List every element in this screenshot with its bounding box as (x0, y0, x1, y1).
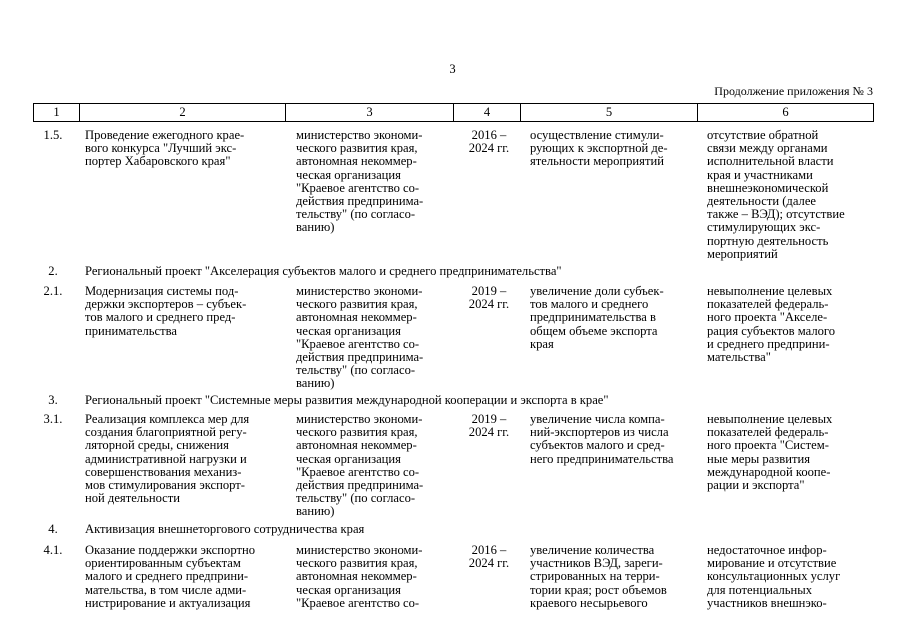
section-number: 2. (48, 264, 58, 278)
section-number: 3. (48, 393, 58, 407)
measure-name: Модернизация системы под- держки экспортеров – субъек- тов малого и среднего пред- принимательства (85, 284, 247, 338)
measure-name: Проведение ежегодного крае- вого конкурса "Лучший экс- портер Хабаровского края" (85, 128, 245, 169)
expected-result: увеличение доли субъек- тов малого и среднего предпринимательства в общем объеме экспорта края (530, 284, 664, 351)
row-number: 1.5. (43, 128, 63, 142)
expected-result: увеличение числа компа- ний-экспортеров из числа субъектов малого и сред- него предпринимательства (530, 412, 674, 466)
consequences: недостаточное инфор- мирование и отсутствие консультационных услуг для потенциальных участников внешнэко- (707, 543, 841, 610)
col-header-3: 3 (286, 104, 454, 122)
measure-name: Оказание поддержки экспортно ориентированным субъектам малого и среднего предприни- мательства, в том числе адми- нистрирование и актуализация (85, 543, 255, 610)
col-header-5: 5 (521, 104, 698, 122)
expected-result: увеличение количества участников ВЭД, зареги- стрированных на терри- тории края; рост объемов краевого несырьевого (530, 543, 667, 610)
responsible-executor: министерство экономи- ческого развития края, автономная некоммер- ческая организация "Краевое агентство со- (296, 543, 423, 610)
consequences: невыполнение целевых показателей федераль- ного проекта "Акселе- рация субъектов малого и среднего предприни- мательства" (707, 284, 836, 365)
section-number: 4. (48, 522, 58, 536)
responsible-executor: министерство экономи- ческого развития края, автономная некоммер- ческая организация "Краевое агентство со- действия предпринима- тельству" (по согласо- ванию) (296, 284, 424, 391)
consequences: отсутствие обратной связи между органами исполнительной власти края и участниками внешнеэкономической деятельности (далее также – ВЭД); отсутствие стимулирующих экс- портную деятельность мероприятий (707, 128, 845, 261)
row-number: 3.1. (43, 412, 63, 426)
page-number: 3 (449, 62, 456, 76)
implementation-period: 2016 – 2024 гг. (468, 543, 510, 571)
section-title: Региональный проект "Системные меры развития международной кооперации и экспорта в крае" (85, 393, 609, 407)
expected-result: осуществление стимули- рующих к экспортной де- ятельности мероприятий (530, 128, 668, 169)
col-header-2: 2 (80, 104, 286, 122)
section-title: Активизация внешнеторгового сотрудничества края (85, 522, 365, 536)
row-number: 2.1. (43, 284, 63, 298)
implementation-period: 2019 – 2024 гг. (468, 284, 510, 312)
consequences: невыполнение целевых показателей федераль- ного проекта "Систем- ные меры развития международной коопе- рации и экспорта" (707, 412, 833, 493)
row-number: 4.1. (43, 543, 63, 557)
measure-name: Реализация комплекса мер для создания благоприятной регу- ляторной среды, снижения административной нагрузки и совершенствования механиз- мов стимулирования экспорт- ной деятельности (85, 412, 250, 506)
col-header-1: 1 (34, 104, 80, 122)
responsible-executor: министерство экономи- ческого развития края, автономная некоммер- ческая организация "Краевое агентство со- действия предпринима- тельству" (по согласо- ванию) (296, 412, 424, 519)
implementation-period: 2019 – 2024 гг. (468, 412, 510, 440)
responsible-executor: министерство экономи- ческого развития края, автономная некоммер- ческая организация "Краевое агентство со- действия предпринима- тельству" (по согласо- ванию) (296, 128, 424, 235)
section-title: Региональный проект "Акселерация субъектов малого и среднего предпринимательства" (85, 264, 562, 278)
implementation-period: 2016 – 2024 гг. (468, 128, 510, 156)
column-number-header (33, 103, 874, 122)
continuation-note: Продолжение приложения № 3 (714, 84, 873, 98)
col-header-6: 6 (698, 104, 874, 122)
col-header-4: 4 (454, 104, 521, 122)
